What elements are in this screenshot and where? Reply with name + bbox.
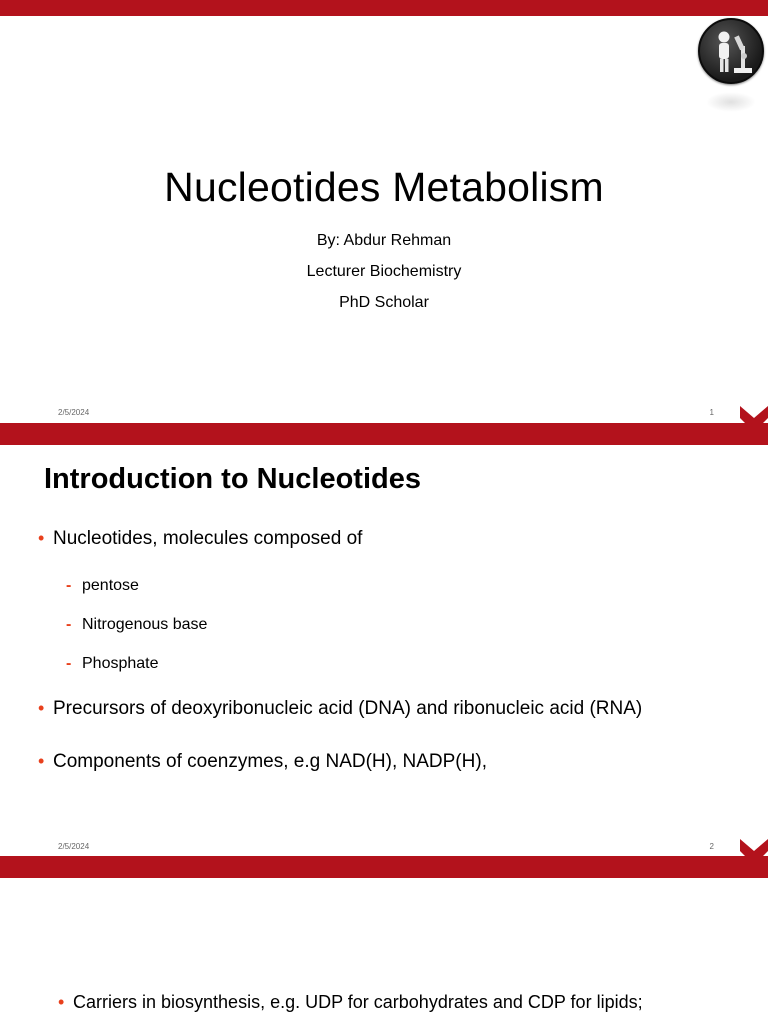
- position-line: Lecturer Biochemistry: [306, 263, 462, 280]
- slide-number: 2: [709, 842, 714, 851]
- bullet-dot-icon: •: [58, 992, 65, 1012]
- degree-line: PhD Scholar: [339, 294, 429, 311]
- slide-number: 1: [709, 408, 714, 417]
- bullet-dot-icon: •: [38, 698, 45, 718]
- slide-2: [0, 433, 768, 866]
- bottom-accent-bar: [0, 856, 768, 866]
- footer-date: 2/5/2024: [58, 842, 90, 851]
- sub-bullet-item: - Nitrogenous base: [66, 616, 208, 633]
- sub-bullet-item: - Phosphate: [66, 655, 159, 672]
- presentation-title: Nucleotides Metabolism: [164, 164, 604, 210]
- bullet-item: • Precursors of deoxyribonucleic acid (DNA) and ribonucleic acid (RNA): [38, 698, 643, 719]
- dash-icon: -: [66, 616, 72, 633]
- slide-1: [0, 0, 768, 433]
- slide-3: [0, 866, 768, 1024]
- logo-shadow: [706, 92, 756, 112]
- bullet-dot-icon: •: [38, 528, 45, 548]
- top-accent-bar: [0, 866, 768, 878]
- bullet-item: • Nucleotides, molecules composed of: [38, 528, 363, 549]
- scientist-microscope-logo-icon: [698, 18, 764, 84]
- top-accent-bar: [0, 0, 768, 16]
- bottom-accent-bar: [0, 423, 768, 433]
- slide-heading: Introduction to Nucleotides: [44, 463, 421, 495]
- author-line: By: Abdur Rehman: [316, 232, 452, 249]
- dash-icon: -: [66, 655, 72, 672]
- bullet-item: • Components of coenzymes, e.g NAD(H), NADP(H),: [38, 751, 487, 772]
- bullet-dot-icon: •: [38, 751, 45, 771]
- top-accent-bar: [0, 433, 768, 445]
- footer-date: 2/5/2024: [58, 408, 90, 417]
- dash-icon: -: [66, 577, 72, 594]
- sub-bullet-item: - pentose: [66, 577, 139, 594]
- bullet-item: • Carriers in biosynthesis, e.g. UDP for carbohydrates and CDP for lipids;: [58, 992, 643, 1012]
